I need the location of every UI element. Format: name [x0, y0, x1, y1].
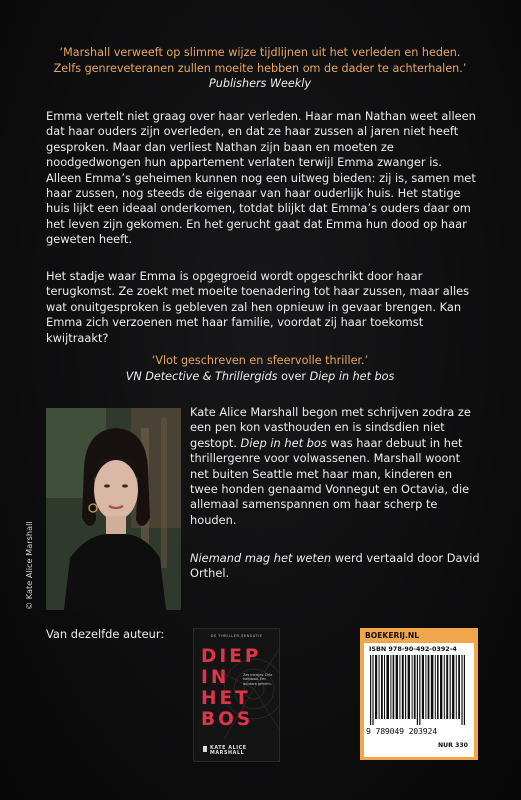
nur-code: NUR 330 — [437, 742, 468, 749]
barcode-box — [364, 643, 474, 757]
bio-text: was haar debuut in het thrillergenre voor volwassenen. Marshall woont net buiten Seattle met haar man, kinderen en twee honden genaamd Vonnegut en Octavia, die allemaal samenspannen om haar scherp te houden. — [190, 435, 470, 527]
review-quote-top — [40, 45, 480, 92]
quote-line: ‘Vlot geschreven en sfeervolle thriller.’ — [151, 354, 369, 367]
quote-source — [40, 369, 480, 385]
isbn-label: ISBN 978-90-492-0392-4 — [369, 645, 457, 653]
book-author: KATE ALICE MARSHALL — [210, 746, 247, 756]
quote-source-book: Diep in het bos — [309, 369, 395, 383]
author-portrait-image — [46, 408, 181, 610]
quote-line: ‘Marshall verweeft op slimme wijze tijdlijnen uit het verleden en heden. — [59, 46, 461, 59]
book-title-line: BOS — [201, 709, 254, 730]
book-series-label: DE THRILLER-SENSATIE — [210, 634, 263, 638]
book-tagline: Zes meisjes. Drie halfdood. Een duistere geheim. — [243, 673, 273, 686]
barcode-digits: 9 789049 203924 — [366, 726, 437, 736]
quote-line: Zelfs genreveteranen zullen moeite hebben om de dader te achterhalen.’ — [53, 61, 467, 75]
publisher-logo-icon — [203, 746, 207, 752]
translation-note — [190, 551, 480, 582]
translated-book-title: Niemand mag het weten — [190, 551, 332, 565]
barcode-panel — [360, 628, 478, 760]
blurb-paragraph-2: Het stadje waar Emma is opgegroeid wordt opgeschrikt door haar terugkomst. Ze zoekt met moeite toenadering tot haar zussen, maar alles wat onuitgesproken is gebleven zal hen opnieuw in gevaar brengen. Kan Emma zich verzoenen met haar familie, voordat zij haar toekomst kwijtraakt? — [46, 269, 470, 345]
quote-source-connector: over — [277, 369, 310, 383]
other-book-cover — [193, 628, 280, 762]
also-by-label: Van dezelfde auteur: — [46, 627, 165, 641]
author-photo — [46, 408, 181, 610]
photo-credit: © Kate Alice Marshall — [24, 521, 34, 610]
translation-text: werd vertaald door David Orthel. — [190, 551, 480, 581]
barcode-icon — [370, 655, 468, 725]
quote-source: Publishers Weekly — [209, 77, 311, 90]
author-bio — [190, 405, 480, 528]
blurb-paragraph-1: Emma vertelt niet graag over haar verleden. Haar man Nathan weet alleen dat haar ouders zijn overleden, en dat ze haar zussen al jaren niet heeft gesproken. Maar dan verliest Nathan zijn baan en moeten ze noodgedwongen hun appartement verlaten terwijl Emma zwanger is. Alleen Emma’s geheimen kunnen nog een uitweg bieden: zij is, samen met haar zussen, nog steeds de eigenaar van haar ouderlijk huis. Het statige huis lijkt een ideaal onderkomen, totdat blijkt dat Emma’s ouders daar om het leven zijn gekomen. En het gerucht gaat dat Emma hun dood op haar geweten heeft. — [46, 109, 476, 247]
bio-book-title: Diep in het bos — [240, 435, 327, 450]
book-title-line: HET — [201, 688, 251, 709]
publisher-brand: BOEKERIJ.NL — [365, 631, 420, 640]
quote-source-publication: VN Detective & Thrillergids — [125, 369, 278, 383]
review-quote-middle — [40, 353, 480, 384]
book-title-line: DIEP — [201, 646, 262, 667]
book-title-line: IN — [201, 667, 230, 688]
book-title — [201, 646, 273, 730]
bio-text: Kate Alice Marshall begon met schrijven zodra ze een pen kon vasthouden en is sindsdien niet gestopt. — [190, 405, 471, 450]
